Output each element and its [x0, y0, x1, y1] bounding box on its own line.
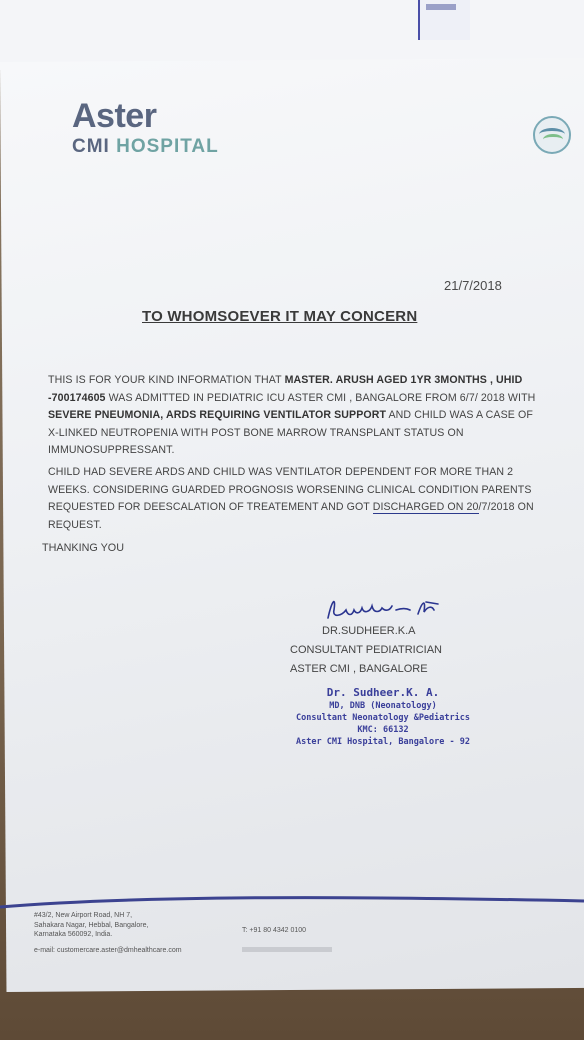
- p2-end: /7/2018 ON REQUEST.: [48, 501, 534, 531]
- logo-cmi-hospital: [72, 136, 219, 158]
- address-line-2: Sahakara Nagar, Hebbal, Bangalore,: [34, 921, 149, 929]
- p2-start: CHILD HAD SEVERE ARDS AND CHILD WAS VENTILATOR DEPENDENT FOR MORE THAN 2 WEEKS. CONSIDERING GUARDED PROGNOSIS WORSENING CLINICAL CONDITION PARENTS REQUESTED FOR DEESCALATION OF TREATEMENT AND GOT: [48, 466, 532, 513]
- p1-mid: WAS ADMITTED IN PEDIATRIC ICU ASTER CMI , BANGALORE FROM 6/7/ 2018 WITH: [105, 391, 536, 404]
- logo-cmi: CMI: [72, 136, 110, 157]
- p1-end: AND CHILD WAS A CASE OF X-LINKED NEUTROPENIA WITH POST BONE MARROW TRANSPLANT STATUS ON IMMUNOSUPPRESSANT.: [48, 409, 533, 456]
- logo-hospital: HOSPITAL: [116, 136, 219, 157]
- footer-website-blurred: [242, 947, 332, 952]
- paragraph-1: [48, 372, 540, 460]
- paragraph-2: [48, 464, 540, 534]
- stamp-qualification: MD, DNB (Neonatology): [329, 701, 437, 711]
- footer-address: [34, 911, 148, 940]
- stamp-hospital: Aster CMI Hospital, Bangalore - 92: [296, 737, 470, 747]
- handwritten-signature: [322, 592, 452, 626]
- footer-band: [0, 895, 584, 909]
- letter-subject: TO WHOMSOEVER IT MAY CONCERN: [142, 308, 418, 325]
- letter-date: 21/7/2018: [444, 278, 502, 293]
- p1-intro: THIS IS FOR YOUR KIND INFORMATION THAT: [48, 374, 285, 386]
- signatory-name: DR.SUDHEER.K.A: [322, 625, 416, 637]
- stamp-designation: Consultant Neonatology &Pediatrics: [296, 713, 470, 723]
- closing: THANKING YOU: [42, 542, 124, 554]
- signatory-block: [290, 622, 442, 679]
- signatory-org: ASTER CMI , BANGALORE: [290, 663, 428, 675]
- hospital-logo: [72, 98, 219, 158]
- letter-footer: [0, 895, 584, 975]
- signatory-title: CONSULTANT PEDIATRICIAN: [290, 644, 442, 656]
- p1-diagnosis: SEVERE PNEUMONIA, ARDS REQUIRING VENTILATOR SUPPORT: [48, 409, 387, 421]
- aster-emblem-icon: [533, 116, 571, 154]
- p2-discharged: DISCHARGED ON 20: [372, 501, 479, 513]
- p1-patient: MASTER. ARUSH AGED 1YR 3MONTHS , UHID -700174605: [48, 374, 523, 404]
- underlying-paper-tab: [418, 0, 470, 40]
- address-line-1: #43/2, New Airport Road, NH 7,: [34, 912, 133, 919]
- address-line-3: Karnataka 560092, India.: [34, 931, 113, 938]
- footer-phone: T: +91 80 4342 0100: [242, 927, 307, 934]
- footer-email: e-mail: customercare.aster@dmhealthcare.com: [34, 947, 182, 954]
- doctor-stamp: [288, 686, 478, 748]
- logo-aster: Aster: [72, 97, 157, 135]
- stamp-name: Dr. Sudheer.K. A.: [326, 686, 440, 699]
- stamp-kmc: KMC: 66132: [357, 725, 409, 735]
